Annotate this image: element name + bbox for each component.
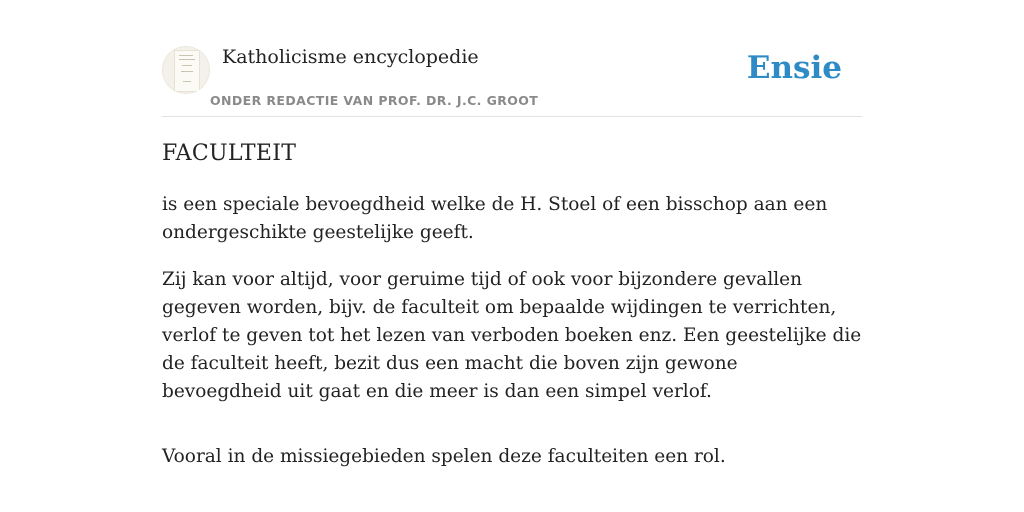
- article-paragraph: is een speciale bevoegdheid welke de H. Stoel of een bisschop aan een ondergeschikte geestelijke geeft.: [162, 194, 828, 243]
- article-paragraph: Vooral in de missiegebieden spelen deze faculteiten een rol.: [162, 446, 726, 467]
- book-title[interactable]: Katholicisme encyclopedie: [222, 46, 479, 68]
- article-paragraph: Zij kan voor altijd, voor geruime tijd of ook voor bijzondere gevallen gegeven worden, bijv. de faculteit om bepaalde wijdingen te verrichten, verlof te geven tot het lezen van verboden boeken enz. Een geestelijke die de faculteit heeft, bezit dus een macht die boven zijn gewone bevoegdheid uit gaat en die meer is dan een simpel verlof.: [162, 269, 862, 402]
- paragraph-spacer: [162, 425, 862, 443]
- editor-subtitle: ONDER REDACTIE VAN PROF. DR. J.C. GROOT: [210, 93, 539, 108]
- article: [162, 138, 862, 490]
- article-title: FACULTEIT: [162, 141, 297, 166]
- book-cover-icon[interactable]: [162, 46, 210, 94]
- book-cover-image: [174, 50, 200, 92]
- brand-logo[interactable]: Ensie: [746, 50, 842, 86]
- header: [162, 40, 862, 117]
